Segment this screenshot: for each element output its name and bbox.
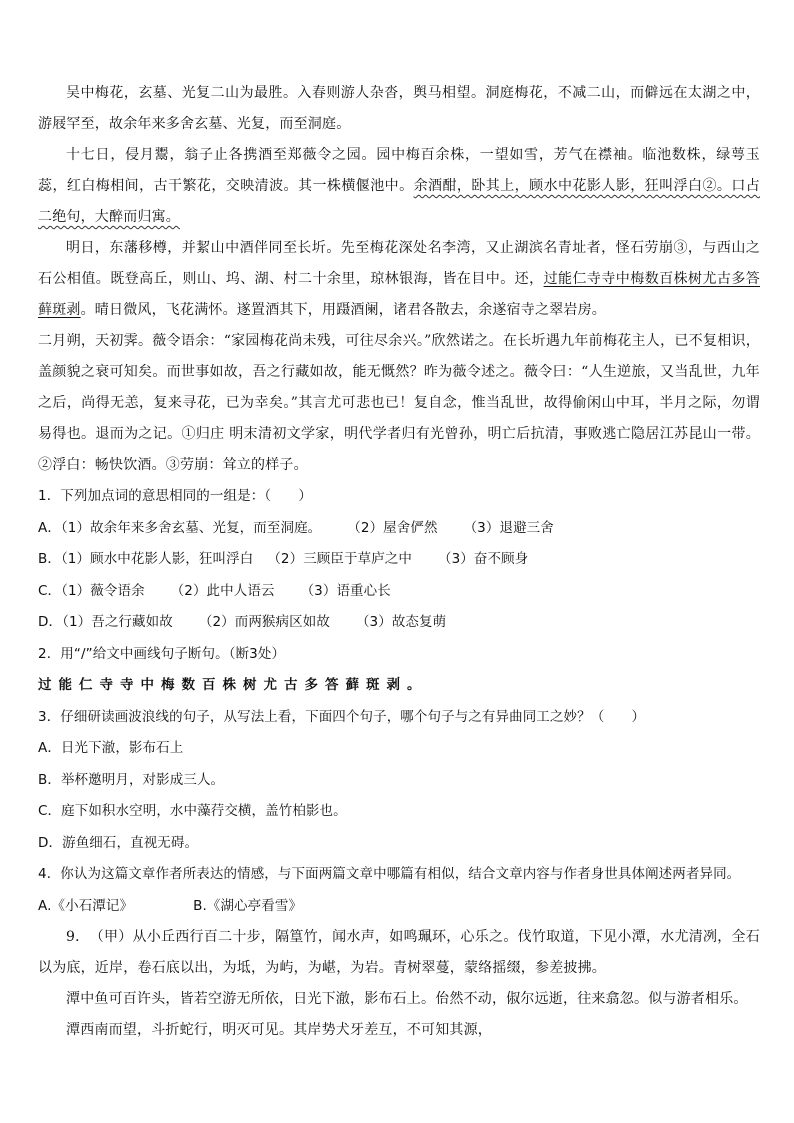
option-b-part-2: （2）三顾臣于草庐之中 (267, 551, 413, 567)
option-d-part-3: （3）故态复萌 (355, 614, 447, 630)
question-4-option-b: B.《湖心亭看雪》 (193, 897, 303, 914)
question-4-stem: 4．你认为这篇文章作者所表达的情感，与下面两篇文章中哪篇有相似，结合文章内容与作者身世具体阐述两者异同。 (38, 866, 741, 882)
question-4-option-a: A.《小石潭记》 (38, 897, 134, 914)
passage-paragraph-1: 吴中梅花，玄墓、光复二山为最胜。入春则游人杂沓，舆马相望。洞庭梅花，不减二山，而僻远在太湖之中，游屐罕至，故余年来多舍玄墓、光复，而至洞庭。 (38, 85, 760, 132)
option-d-part-1: D．（1）吾之行藏如故 (38, 614, 173, 630)
passage-paragraph-2 (38, 140, 760, 233)
option-b-part-3: （3）奋不顾身 (438, 551, 529, 567)
passage-paragraph-3-text-b: 。晴日微风，飞花满怀。遂置酒其下，用蹑酒阑，诸君各散去，余遂宿寺之翠岩房。 (80, 302, 607, 318)
question-9-paragraph-3: 潭西南而望，斗折蛇行，明灭可见。其岸势犬牙差互，不可知其源， (66, 1022, 492, 1038)
question-2-stem: 2．用“/”给文中画线句子断句。（断3处） (38, 645, 286, 662)
option-b-part-1: B．（1）顾水中花影人影，狂叫浮白 (38, 551, 254, 567)
question-1-option-d (38, 607, 760, 639)
option-c-part-3: （3）语重心长 (300, 582, 391, 599)
question-9-paragraph-2: 潭中鱼可百许头，皆若空游无所依，日光下澈，影布石上。佁然不动，俶尔远逝，往来翕忽。似与游者相乐。 (66, 991, 748, 1007)
question-2-sentence: 过能仁寺寺中梅数百株树尤古多答藓斑剥。 (38, 677, 428, 693)
question-1-option-a (38, 513, 760, 545)
question-3-option-c: C．庭下如积水空明，水中藻荇交横，盖竹柏影也。 (38, 803, 347, 819)
underlined-sentence: 过能仁寺寺中梅数百株树尤古多答藓斑剥 (38, 271, 761, 318)
question-3-option-a: A．日光下澈，影布石上 (38, 740, 184, 756)
passage-paragraph-3-text-a: 明日，东藩移樽，并絜山中酒伴同至长圻。先至梅花深处名李湾，又止湖滨名青址者，怪石劳崩③，与西山之石公相值。既登高丘，则山、坞、湖、村二十余里，琼林银海，皆在目中。还， (38, 240, 760, 287)
passage-paragraph-3 (38, 233, 760, 326)
passage-paragraph-4: 二月朔，天初霁。薇令语余：“家园梅花尚未残，可往尽余兴。”欣然诺之。在长圻遇九年前梅花主人，已不复相识，盖颜貌之衰可知矣。而世事如故，吾之行藏如故，能无慨然？昨为薇令述之。薇令曰：“人生逆旅，又当乱世，九年之后，尚得无恙，复来寻花，已为幸矣。”其言尤可悲也已！复自念，惟当乱世，故得偷闲山中耳，半月之际，勿谓易得也。退而为之记。①归庄 明末清初文学家，明代学者归有光曾孙，明亡后抗清，事败逃亡隐居江苏昆山一带。②浮白：畅快饮酒。③劳崩：耸立的样子。 (38, 333, 760, 473)
option-a-part-3: （3）退避三舍 (463, 519, 554, 536)
question-9-paragraph-1: 9． （甲）从小丘西行百二十步，隔篁竹，闻水声，如鸣珮环，心乐之。伐竹取道，下见小潭，水尤清冽，全石以为底，近岸，卷石底以出，为坻，为屿，为嵁，为岩。青树翠蔓，蒙络摇缀，参差披拂。 (38, 929, 760, 976)
option-c-part-1: C．（1）薇令语余 (38, 582, 145, 599)
question-1-stem: 1．下列加点词的意思相同的一组是：（ ） (38, 488, 312, 504)
option-a-part-1: A．（1）故余年来多舍玄墓、光复，而至洞庭。 (38, 519, 322, 536)
question-1-option-c (38, 576, 760, 608)
document-page (38, 78, 760, 1046)
wavy-underlined-sentence: 余酒酣，卧其上，顾水中花影人影，狂叫浮白②。口占二绝句，大醉而归寓。 (38, 178, 760, 225)
question-3-stem: 3．仔细研读画波浪线的句子，从写法上看，下面四个句子，哪个句子与之有异曲同工之妙？（ ） (38, 708, 646, 725)
passage-paragraph-2-text: 十七日，侵月鬻，翁子止各携酒至郑薇令之园。园中梅百余株，一望如雪，芳气在襟袖。临池数株，绿萼玉蕊，红白梅相间，古干繁花，交映清波。其一株横偃池中。 (38, 147, 760, 194)
option-d-part-2: （2）而两猴病区如故 (198, 614, 330, 630)
option-c-part-2: （2）此中人语云 (170, 582, 275, 599)
question-1-option-b (38, 544, 760, 576)
question-4-options (38, 891, 760, 923)
option-a-part-2: （2）屋舍俨然 (347, 519, 438, 536)
question-3-option-b: B．举杯邀明月，对影成三人。 (38, 771, 225, 788)
question-3-option-d: D．游鱼细石，直视无碍。 (38, 834, 199, 851)
